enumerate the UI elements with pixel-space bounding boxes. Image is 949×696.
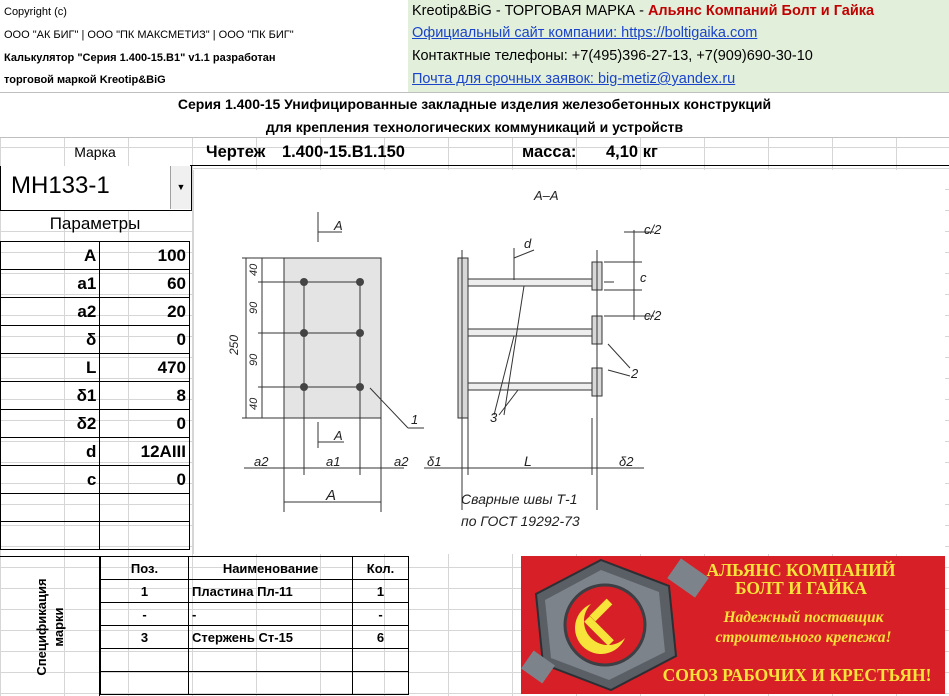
alliance-banner bbox=[521, 556, 945, 694]
mail-link[interactable]: Почта для срочных заявок: big-metiz@yandex.ru bbox=[412, 71, 736, 87]
dim-delta1: δ1 bbox=[427, 454, 442, 469]
banner-slogan2: строительного крепежа! bbox=[715, 629, 892, 646]
dim-a-mid: A bbox=[334, 428, 343, 443]
dim-a1: a1 bbox=[326, 454, 341, 469]
marka-value: МН133-1 bbox=[11, 172, 110, 199]
spec-row bbox=[101, 626, 409, 649]
spec-cell-name bbox=[189, 649, 353, 672]
spec-cell-qty: 6 bbox=[353, 626, 409, 649]
calculator-text-1: Калькулятор "Серия 1.400-15.В1" v1.1 разработан bbox=[4, 52, 276, 64]
param-key bbox=[1, 494, 100, 522]
param-value[interactable]: 470 bbox=[100, 354, 190, 382]
param-row bbox=[1, 410, 190, 438]
technical-drawing bbox=[193, 170, 945, 554]
dim-90-bottom: 90 bbox=[248, 353, 260, 366]
callout-3: 3 bbox=[490, 410, 498, 425]
spec-header-name: Наименование bbox=[189, 557, 353, 580]
spec-side-label bbox=[0, 556, 100, 696]
spec-row bbox=[101, 603, 409, 626]
callout-1: 1 bbox=[411, 412, 419, 427]
param-value[interactable]: 100 bbox=[100, 242, 190, 270]
param-key: δ1 bbox=[1, 382, 100, 410]
spec-header-pos: Поз. bbox=[101, 557, 189, 580]
spec-table bbox=[100, 556, 409, 695]
spec-cell-qty: 1 bbox=[353, 580, 409, 603]
series-title-line1: Серия 1.400-15 Унифицированные закладные изделия железобетонных конструкций bbox=[177, 96, 772, 112]
dim-delta2: δ2 bbox=[619, 454, 634, 469]
banner-footer: СОЮЗ РАБОЧИХ И КРЕСТЬЯН! bbox=[662, 665, 932, 685]
copyright-text: Copyright (c) bbox=[4, 6, 67, 18]
param-value[interactable]: 8 bbox=[100, 382, 190, 410]
param-row bbox=[1, 382, 190, 410]
banner-line2: БОЛТ И ГАЙКА bbox=[734, 578, 868, 598]
brand-prefix: Kreotip&BiG - ТОРГОВАЯ МАРКА - bbox=[412, 3, 648, 19]
header-right bbox=[408, 0, 949, 92]
spec-cell-pos bbox=[101, 672, 189, 695]
param-empty-row bbox=[1, 522, 190, 550]
dim-d: d bbox=[524, 236, 532, 251]
param-key: A bbox=[1, 242, 100, 270]
param-value[interactable]: 0 bbox=[100, 326, 190, 354]
brand-alliance: Альянс Компаний Болт и Гайка bbox=[647, 3, 875, 19]
params-table bbox=[0, 241, 190, 550]
param-value[interactable]: 12AIII bbox=[100, 438, 190, 466]
spec-row bbox=[101, 580, 409, 603]
dim-c: c bbox=[640, 270, 647, 285]
param-key: δ bbox=[1, 326, 100, 354]
drawing-svg bbox=[194, 170, 946, 554]
spec-cell-name: Стержень Ст-15 bbox=[189, 626, 353, 649]
marka-dropdown[interactable] bbox=[0, 166, 192, 211]
header-left bbox=[0, 0, 408, 92]
weld-note-2: по ГОСТ 19292-73 bbox=[461, 513, 580, 529]
param-key: a2 bbox=[1, 298, 100, 326]
dim-l: L bbox=[524, 453, 532, 469]
info-bar bbox=[190, 138, 949, 166]
calculator-text-2: торговой маркой Kreotip&BiG bbox=[4, 74, 166, 86]
param-key: c bbox=[1, 466, 100, 494]
marka-label: Марка bbox=[74, 144, 116, 160]
param-value[interactable] bbox=[100, 522, 190, 550]
dim-a-bottom: A bbox=[326, 487, 337, 504]
param-key: a1 bbox=[1, 270, 100, 298]
dim-250: 250 bbox=[227, 334, 241, 355]
banner-slogan1: Надежный поставщик bbox=[723, 609, 884, 626]
spec-header-row bbox=[101, 557, 409, 580]
param-row bbox=[1, 354, 190, 382]
weld-note-1: Сварные швы Т-1 bbox=[461, 491, 578, 507]
section-label: A–A bbox=[534, 188, 559, 203]
spec-cell-pos: 3 bbox=[101, 626, 189, 649]
spec-cell-qty: - bbox=[353, 603, 409, 626]
companies-text: ООО "АК БИГ" | ООО "ПК МАКСМЕТИЗ" | ООО "ПК БИГ" bbox=[4, 29, 294, 41]
param-row bbox=[1, 298, 190, 326]
series-title bbox=[0, 92, 949, 138]
brand-line bbox=[412, 3, 874, 19]
param-row bbox=[1, 326, 190, 354]
series-title-line2: для крепления технологических коммуникаций и устройств bbox=[265, 119, 684, 135]
dim-40-bottom: 40 bbox=[248, 397, 260, 410]
param-key: d bbox=[1, 438, 100, 466]
param-row bbox=[1, 270, 190, 298]
spec-cell-qty bbox=[353, 672, 409, 695]
param-value[interactable] bbox=[100, 494, 190, 522]
param-value[interactable]: 60 bbox=[100, 270, 190, 298]
param-row bbox=[1, 438, 190, 466]
dim-c2-top: c/2 bbox=[644, 222, 662, 237]
spec-cell-qty bbox=[353, 649, 409, 672]
site-link[interactable]: Официальный сайт компании: https://boltigaika.com bbox=[412, 25, 758, 41]
param-value[interactable]: 20 bbox=[100, 298, 190, 326]
callout-2: 2 bbox=[631, 366, 639, 381]
mass-value: 4,10 кг bbox=[606, 143, 658, 161]
param-row bbox=[1, 466, 190, 494]
mass-label: масса: bbox=[522, 143, 577, 161]
param-row bbox=[1, 242, 190, 270]
param-key bbox=[1, 522, 100, 550]
dropdown-arrow-icon[interactable]: ▼ bbox=[170, 166, 191, 209]
spec-cell-pos: 1 bbox=[101, 580, 189, 603]
spec-empty-row bbox=[101, 649, 409, 672]
spec-cell-name: - bbox=[189, 603, 353, 626]
param-value[interactable]: 0 bbox=[100, 410, 190, 438]
drawing-number: 1.400-15.В1.150 bbox=[282, 143, 405, 161]
dim-90-top: 90 bbox=[248, 301, 260, 314]
spec-cell-name bbox=[189, 672, 353, 695]
dim-a2-left: a2 bbox=[254, 454, 269, 469]
drawing-label: Чертеж bbox=[206, 143, 266, 161]
spec-title: Спецификация марки bbox=[34, 578, 66, 676]
spec-empty-row bbox=[101, 672, 409, 695]
dim-a2-right: a2 bbox=[394, 454, 409, 469]
spec-cell-pos bbox=[101, 649, 189, 672]
param-key: L bbox=[1, 354, 100, 382]
phones-text: Контактные телефоны: +7(495)396-27-13, +7(909)690-30-10 bbox=[412, 48, 813, 64]
spec-cell-pos: - bbox=[101, 603, 189, 626]
dim-40-top: 40 bbox=[248, 263, 260, 276]
param-key: δ2 bbox=[1, 410, 100, 438]
dim-a-top: A bbox=[334, 218, 343, 233]
dim-c2-bottom: c/2 bbox=[644, 308, 662, 323]
params-title: Параметры bbox=[49, 214, 141, 233]
spec-cell-name: Пластина Пл-11 bbox=[189, 580, 353, 603]
param-value[interactable]: 0 bbox=[100, 466, 190, 494]
spec-header-qty: Кол. bbox=[353, 557, 409, 580]
param-empty-row bbox=[1, 494, 190, 522]
banner-line1: АЛЬЯНС КОМПАНИЙ bbox=[706, 560, 896, 580]
